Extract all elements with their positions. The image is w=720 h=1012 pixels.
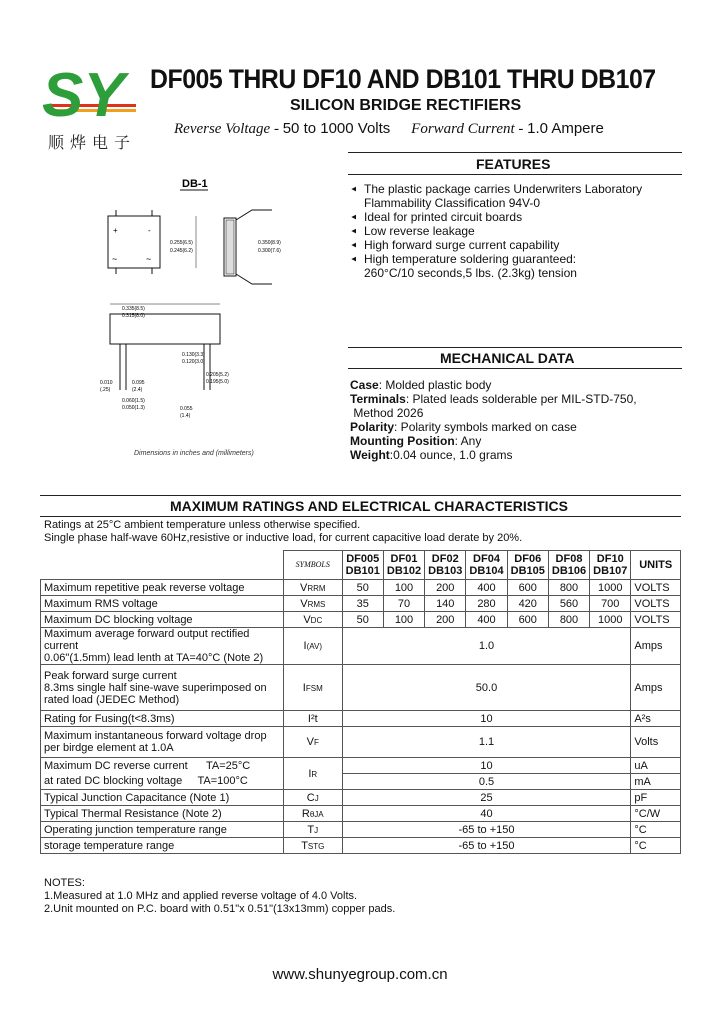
- features-list: [350, 182, 690, 280]
- svg-text:0.335(8.5): 0.335(8.5): [122, 306, 145, 312]
- package-name: DB-1: [182, 178, 208, 190]
- ratings-bottom-rule: [40, 516, 681, 517]
- mech-terminals-cont: Method 2026: [353, 406, 424, 420]
- features-bottom-rule: [348, 174, 682, 175]
- svg-text:0.300(7.6): 0.300(7.6): [258, 248, 281, 254]
- table-row: Peak forward surge current 8.3ms single half sine-wave superimposed on rated load (JEDEC Method) IFSM 50.0 Amps: [41, 665, 681, 711]
- mechanical-top-rule: [348, 347, 682, 348]
- svg-text:0.010: 0.010: [100, 380, 113, 386]
- table-row: Typical Junction Capacitance (Note 1) CJ 25 pF: [41, 790, 681, 806]
- mech-case: Case: Molded plastic body: [350, 378, 492, 392]
- forward-current-value: 1.0 Ampere: [527, 120, 604, 137]
- table-row: Maximum DC reverse current TA=25°C IR 10 uA: [41, 758, 681, 774]
- note-1: 1.Measured at 1.0 MHz and applied reverse voltage of 4.0 Volts.: [44, 890, 358, 902]
- logo-text: SY: [42, 61, 125, 130]
- ratings-top-rule: [40, 495, 681, 496]
- table-header-row: SYMBOLS DF005 DB101 DF01 DB102 DF02 DB103 DF04 DB104 DF06 DB105 DF08 DB106 DF10 DB107 UNITS: [41, 551, 681, 580]
- svg-text:0.055: 0.055: [180, 406, 193, 412]
- ratings-title: MAXIMUM RATINGS AND ELECTRICAL CHARACTERISTICS: [170, 498, 568, 514]
- svg-text:+: +: [113, 226, 118, 235]
- page-subtitle: SILICON BRIDGE RECTIFIERS: [290, 97, 522, 114]
- forward-current-label: Forward Current -: [411, 121, 528, 137]
- table-row: Maximum average forward output rectified current 0.06"(1.5mm) lead lenth at TA=40°C (Note 2) I(AV) 1.0 Amps: [41, 628, 681, 665]
- svg-text:0.095: 0.095: [132, 380, 145, 386]
- table-row: Maximum RMS voltage VRMS 35 70 140 280 420 560 700 VOLTS: [41, 596, 681, 612]
- svg-text:0.315(8.0): 0.315(8.0): [122, 313, 145, 319]
- features-title: FEATURES: [476, 156, 551, 172]
- notes: [44, 877, 395, 916]
- tagline: [174, 120, 604, 138]
- svg-text:~: ~: [112, 254, 118, 264]
- svg-text:0.060(1.5): 0.060(1.5): [122, 398, 145, 404]
- features-top-rule: [348, 152, 682, 153]
- svg-text:~: ~: [146, 254, 152, 264]
- svg-text:0.245(6.2): 0.245(6.2): [170, 248, 193, 254]
- svg-text:0.120(3.0): 0.120(3.0): [182, 359, 205, 365]
- svg-text:0.205(5.2): 0.205(5.2): [206, 372, 229, 378]
- logo-chinese-name: 顺烨电子: [48, 133, 137, 152]
- mech-weight: Weight:0.04 ounce, 1.0 grams: [350, 448, 513, 462]
- feature-item: ▲ Low reverse leakage: [350, 224, 690, 238]
- feature-item: ▲ The plastic package carries Underwriters Laboratory Flammability Classification 94V-0: [350, 182, 690, 210]
- note-2: 2.Unit mounted on P.C. board with 0.51"x 0.51"(13x13mm) copper pads.: [44, 903, 396, 915]
- ratings-table: [40, 550, 681, 854]
- table-row: Maximum DC blocking voltage VDC 50 100 200 400 600 800 1000 VOLTS: [41, 612, 681, 628]
- table-row: Maximum instantaneous forward voltage drop per birdge element at 1.0A VF 1.1 Volts: [41, 727, 681, 758]
- mechanical-data: [350, 378, 690, 462]
- reverse-voltage-value: 50 to 1000 Volts: [282, 120, 391, 137]
- ratings-conditions: Ratings at 25°C ambient temperature unless otherwise specified. Single phase half-wave 60Hz,resistive or inductive load, for current capacitive load derate by 20%.: [44, 519, 523, 544]
- mech-terminals: Terminals: Plated leads solderable per MIL-STD-750,: [350, 392, 637, 406]
- page-title: DF005 THRU DF10 AND DB101 THRU DB107: [150, 64, 656, 94]
- mech-mounting: Mounting Position: Any: [350, 434, 482, 448]
- reverse-voltage-label: Reverse Voltage -: [174, 121, 283, 137]
- svg-text:0.350(8.9): 0.350(8.9): [258, 240, 281, 246]
- website-link[interactable]: www.shunyegroup.com.cn: [272, 966, 448, 983]
- svg-text:0.050(1.3): 0.050(1.3): [122, 405, 145, 411]
- mechanical-title: MECHANICAL DATA: [440, 350, 575, 366]
- svg-text:(1.4): (1.4): [180, 413, 191, 419]
- table-row: storage temperature range TSTG -65 to +150 °C: [41, 838, 681, 854]
- svg-text:0.130(3.3): 0.130(3.3): [182, 352, 205, 358]
- table-row: at rated DC blocking voltage TA=100°C 0.5 mA: [41, 774, 681, 790]
- dimensions-caption: Dimensions in inches and (millimeters): [134, 450, 254, 457]
- package-outline-drawing: [96, 170, 346, 470]
- svg-text:(2.4): (2.4): [132, 387, 143, 393]
- feature-item: ▲ High forward surge current capability: [350, 238, 690, 252]
- svg-text:-: -: [148, 226, 151, 235]
- feature-item: ▲ Ideal for printed circuit boards: [350, 210, 690, 224]
- feature-item: ▲ High temperature soldering guaranteed: 260°C/10 seconds,5 lbs. (2.3kg) tension: [350, 252, 690, 280]
- svg-text:0.195(5.0): 0.195(5.0): [206, 379, 229, 385]
- svg-text:(.25): (.25): [100, 387, 111, 393]
- table-row: Rating for Fusing(t<8.3ms) I²t 10 A²s: [41, 711, 681, 727]
- table-row: Typical Thermal Resistance (Note 2) RθJA 40 °C/W: [41, 806, 681, 822]
- mech-polarity: Polarity: Polarity symbols marked on case: [350, 420, 577, 434]
- table-row: Maximum repetitive peak reverse voltage VRRM 50 100 200 400 600 800 1000 VOLTS: [41, 580, 681, 596]
- notes-title: NOTES:: [44, 877, 85, 889]
- mechanical-bottom-rule: [348, 368, 682, 369]
- table-row: Operating junction temperature range TJ -65 to +150 °C: [41, 822, 681, 838]
- svg-text:0.255(6.5): 0.255(6.5): [170, 240, 193, 246]
